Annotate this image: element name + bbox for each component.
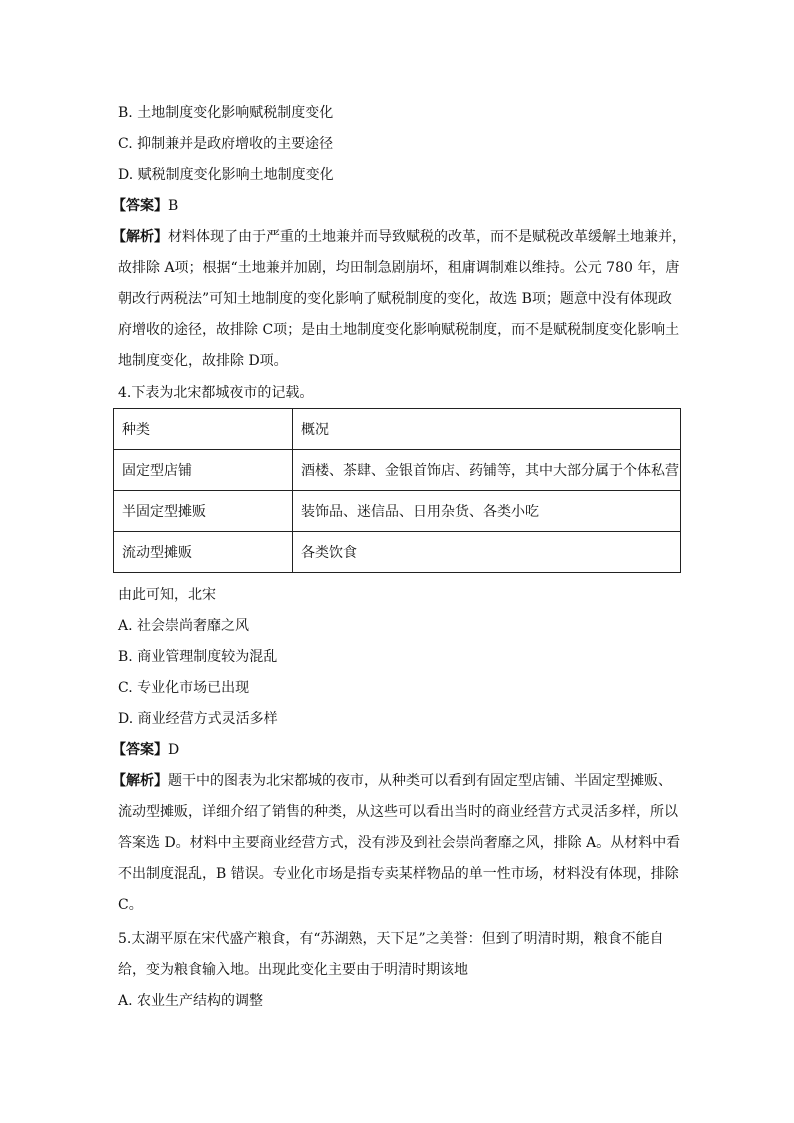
table-cell-type: 固定型店铺: [114, 450, 293, 491]
table-cell-overview: 酒楼、茶肆、金银首饰店、药铺等，其中大部分属于个体私营: [293, 450, 681, 491]
q4-stem: 4.下表为北宋都城夜市的记载。: [118, 385, 314, 401]
q4-analysis-line-5: C。: [118, 897, 143, 913]
table-cell-overview: 装饰品、迷信品、日用杂货、各类小吃: [293, 491, 681, 532]
q5-stem: [118, 924, 680, 986]
q4-option-a: A. 社会崇尚奢靡之风: [118, 618, 250, 634]
q3-analysis-text-1: 材料体现了由于严重的土地兼并而导致赋税的改革，而不是赋税改革缓解土地兼并，: [168, 229, 686, 245]
table-cell-type: 流动型摊贩: [114, 532, 293, 573]
table-header-row: [114, 409, 681, 450]
table-header-cell: 概况: [293, 409, 681, 450]
q3-analysis-line-3: 朝改行两税法”可知土地制度的变化影响了赋税制度的变化，故选 B项；题意中没有体现政: [118, 291, 672, 307]
q4-analysis-line-2: 流动型摊贩，详细介绍了销售的种类，从这些可以看出当时的商业经营方式灵活多样，所以: [118, 804, 678, 820]
night-market-table: [113, 408, 681, 573]
q4-analysis-text-1: 题干中的图表为北宋都城的夜市，从种类可以看到有固定型店铺、半固定型摊贩、: [168, 773, 672, 789]
q4-analysis-line-4: 不出制度混乱，B 错误。专业化市场是指专卖某样物品的单一性市场，材料没有体现，排除: [118, 866, 679, 882]
q4-answer-label: 【答案】: [112, 742, 168, 758]
q5-stem-line-2: 给，变为粮食输入地。出现此变化主要由于明清时期该地: [118, 962, 468, 978]
q5-stem-line-1: 5.太湖平原在宋代盛产粮食，有“苏湖熟，天下足”之美誉：但到了明清时期，粮食不能自: [118, 931, 664, 947]
q3-analysis-line-4: 府增收的途径，故排除 C项；是由土地制度变化影响赋税制度，而不是赋税制度变化影响土: [118, 322, 680, 338]
q3-option-d: D. 赋税制度变化影响土地制度变化: [118, 167, 334, 183]
table-cell-overview: 各类饮食: [293, 532, 681, 573]
q4-option-d: D. 商业经营方式灵活多样: [118, 711, 278, 727]
q3-analysis-line-2: 故排除 A项；根据“土地兼并加剧，均田制急剧崩坏，租庸调制难以维持。公元 780 年，唐: [118, 260, 680, 276]
q3-analysis: [112, 222, 686, 377]
q3-analysis-line-5: 地制度变化，故排除 D项。: [118, 353, 288, 369]
table-row: [114, 491, 681, 532]
q4-analysis-line-1: [112, 766, 680, 797]
q5-option-a: A. 农业生产结构的调整: [118, 993, 264, 1009]
table-cell-type: 半固定型摊贩: [114, 491, 293, 532]
q3-answer-label: 【答案】: [112, 198, 168, 214]
table-header-cell: 种类: [114, 409, 293, 450]
q3-option-b: B. 土地制度变化影响赋税制度变化: [118, 105, 334, 121]
q4-prompt: 由此可知，北宋: [118, 587, 216, 603]
q3-analysis-label: 【解析】: [112, 229, 168, 245]
q3-answer: [112, 196, 178, 216]
q4-analysis-label: 【解析】: [112, 773, 168, 789]
q3-option-c: C. 抑制兼并是政府增收的主要途径: [118, 136, 334, 152]
table-row: [114, 450, 681, 491]
q4-answer: [112, 740, 179, 760]
q4-answer-value: D: [168, 742, 180, 758]
q4-analysis: [112, 766, 680, 921]
table-row: [114, 532, 681, 573]
q3-analysis-line-1: [112, 222, 686, 253]
q4-analysis-line-3: 答案选 D。材料中主要商业经营方式，没有涉及到社会崇尚奢靡之风，排除 A。从材料中看: [118, 835, 681, 851]
q4-option-c: C. 专业化市场已出现: [118, 680, 250, 696]
q3-answer-value: B: [168, 198, 179, 214]
q4-option-b: B. 商业管理制度较为混乱: [118, 649, 278, 665]
